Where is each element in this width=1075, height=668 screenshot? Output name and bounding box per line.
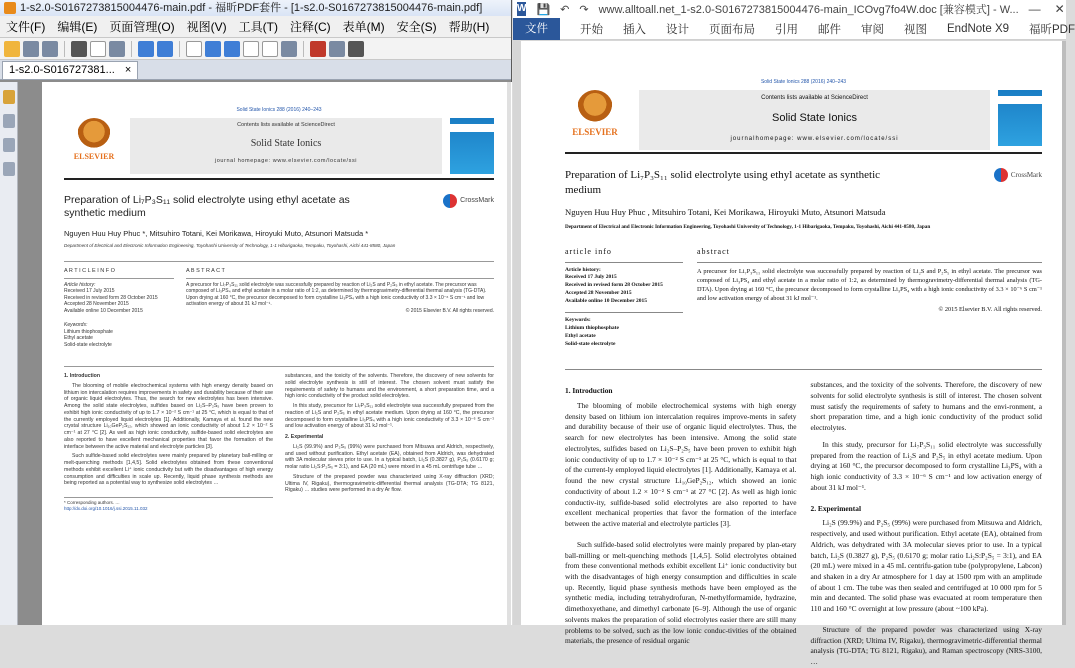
- word-journal-cover: [998, 90, 1042, 146]
- keyword-2: Solid-state electrolyte: [64, 341, 112, 348]
- intro-paragraph-2: Such sulfide-based solid electrolytes were mainly prepared by planetary ball-milling or melt-quenching methods [1,4,5]. Solid electrolytes obtained from these conventional methods exhibit excellent Li⁺ ionic conductivity but with the disadvantages of high energy consumption and difficulties in scale up. Recently, liquid phase synthesis methods are being reported as a potential way to synthesize solid electrolytes …: [64, 453, 273, 487]
- document-tab-label: 1-s2.0-S016727381...: [9, 64, 115, 76]
- authors: Nguyen Huu Huy Phuc *, Mitsuhiro Totani, Kei Morikawa, Hiroyuki Muto, Atsunori Matsuda *: [64, 228, 369, 238]
- foxit-tab-strip: [0, 60, 511, 80]
- search-icon[interactable]: [348, 41, 364, 57]
- tab-mailings[interactable]: 邮件: [818, 23, 841, 36]
- close-tab-icon[interactable]: ×: [124, 64, 132, 76]
- word-history-1: Received 17 July 2015: [565, 274, 617, 281]
- next-view-icon[interactable]: [224, 41, 240, 57]
- word-journal-name: Solid State Ionics: [772, 111, 857, 124]
- fit-width-icon[interactable]: [262, 41, 278, 57]
- word-journal-header: [565, 90, 1042, 154]
- word-elsevier-tree-icon: [577, 90, 613, 126]
- tab-view[interactable]: 视图: [904, 23, 927, 36]
- foxit-title-bar: [0, 0, 511, 16]
- history-1: Received 17 July 2015: [64, 288, 115, 295]
- journal-reference: Solid State Ionics 288 (2016) 240–243: [236, 107, 322, 113]
- word-keyword-1: Ethyl acetate: [565, 333, 596, 340]
- menu-pages[interactable]: 页面管理(O): [109, 20, 175, 34]
- experimental-heading: 2. Experimental: [285, 434, 324, 441]
- word-keyword-0: Lithium thiophosphate: [565, 325, 619, 332]
- crossmark-badge[interactable]: [443, 194, 494, 208]
- zoom-icon[interactable]: [281, 41, 297, 57]
- foxit-title: 1-s2.0-S0167273815004476-main.pdf - 福昕PDF套件 - [1-s2.0-S0167273815004476-main.pdf]: [20, 2, 483, 14]
- word-abstract-text: A precursor for Li₇P₃S₁₁ solid electrolyte was successfully prepared by reaction of Li₂S and P₂S₅ in ethyl acetate. The precursor was composed of Li₃PS₄ and ethyl acetate in a molar ratio of 1:2, as determined by thermogravimetry-differential thermal analysis (TG-DTA). Upon drying at 160 °C, the precursor decomposed to form crystalline Li₃PS₄ with a high ionic conductivity of 3.3 × 10⁻⁶ S cm⁻¹ and low activation energy of about 31 kJ mol⁻¹.: [697, 267, 1042, 302]
- word-ribbon-tabs: [513, 18, 1075, 40]
- close-window-icon[interactable]: ✕: [1054, 2, 1065, 16]
- previous-view-icon[interactable]: [205, 41, 221, 57]
- word-intro-paragraph-1: The blooming of mobile electrochemical systems with high energy density based on lithium ion intercalation requires improve-ments in safety and durability because of their use of organic liquid electrolytes. Thus, the search for new electrolytes has been intensive. Among the solid state electrolytes, sulfides based on Li₂S–P₂S₅ have been proven to exhibit high ionic conductivity of up to 1.7 × 10⁻² S cm⁻¹ at 25 °C, which is equal to that of the current-ly employed liquid electrolytes [1]. Additionally, Kamaya et al. found the new crystal structure Li₁₀GeP₂S₁₂, which showed an ionic conductivity of about 1.2 × 10⁻² S cm⁻¹ at 27 °C [2]. As well as high ionic conductiv-ity, sulfide-based solid electrolytes are also reported to have excellent mechanical properties that favor the formation of the interface between the active material and electrolyte particles [3].: [565, 400, 797, 529]
- keyword-0: Lithium thiophosphate: [64, 328, 113, 335]
- hand-tool-icon[interactable]: [71, 41, 87, 57]
- menu-view[interactable]: 视图(V): [186, 20, 227, 34]
- journal-homepage: journal homepage: www.elsevier.com/locate/ssi: [214, 157, 358, 164]
- history-0: Article history:: [64, 281, 96, 288]
- history-2: Received in revised form 28 October 2015: [64, 294, 158, 301]
- word-intro-paragraph-2: Such sulfide-based solid electrolytes were mainly prepared by plan-etary ball-milling or melt-quenching methods [1,4,5]. Solid electrolytes obtained from these conventional methods exhibit excellent Li⁺ ionic conductivity but with the disadvantages of high energy consumption and difficulties in scale up. Recently, liquid phase synthesis methods have been employed as the synthetic media, including tetrahydrofuran, N-methylformamide, hydrazine, dimethoxyethane, and dimethyl carbonate [6–9]. Although the use of organic solvents makes the preparation of solid electrolytes easier there are still many problems to be solved, such as the low ionic conduc-tivities of the obtained materials, the presence of residual organic: [565, 539, 797, 646]
- open-folder-icon[interactable]: [4, 41, 20, 57]
- page-icon[interactable]: [186, 41, 202, 57]
- document-tab[interactable]: [2, 61, 138, 79]
- pdf-page: [42, 82, 512, 625]
- word-experimental-paragraph-1: Li₂S (99.9%) and P₂S₅ (99%) were purchased from Mitsuwa and Aldrich, respectively, and used without purification. Ethyl acetate (EA), obtained from Aldrich, was dehydrated with 3A molecular sieves prior to use. In a typical batch, Li₂S (0.3827 g), P₂S₅ (0.6170 g; molar ratio Li₂S:P₂S₅ = 3:1), and EA (20 mL) were mixed in a 45 mL centrifu-gation tube (polypropylene, Labcon) and shaken in a dry Ar atmosphere for 1 day at 1500 rpm with an amplitude of about 1 cm. The tube was then sealed and centrifuged at 10 000 rpm for 5 min and decanted. The solid phase was evacuated at room temperature then 110 and 160 °C overnight at low pressure (about ~100 kPa).: [810, 518, 1042, 614]
- quick-undo-icon[interactable]: ↶: [560, 3, 570, 16]
- word-history-2: Received in revised form 28 October 2015: [565, 282, 663, 289]
- pages-panel-icon[interactable]: [3, 114, 15, 128]
- word-right-col-paragraph-1: substances, and the toxicity of the solvents. Therefore, the discovery of new solvents for solid electrolyte synthesis is still of interest. The chosen solvent must satisfy the requirements of safety to humans and the envi-ronment, a short preparation time, and a high ionic conductivity of the product solid electrolytes.: [810, 380, 1042, 433]
- tab-references[interactable]: 引用: [775, 23, 798, 36]
- print-icon[interactable]: [42, 41, 58, 57]
- word-keyword-2: Solid-state electrolyte: [565, 341, 616, 348]
- redo-icon[interactable]: [157, 41, 173, 57]
- menu-help[interactable]: 帮助(H): [448, 20, 490, 34]
- snapshot-icon[interactable]: [109, 41, 125, 57]
- word-journal-homepage: journalhomepage: www.elsevier.com/locate/ssi: [730, 135, 899, 142]
- highlight-icon[interactable]: [310, 41, 326, 57]
- word-copyright: © 2015 Elsevier B.V. All rights reserved.: [938, 306, 1042, 314]
- journal-header: [64, 118, 494, 180]
- foxit-sidebar: [0, 82, 18, 625]
- elsevier-logo: [64, 118, 124, 174]
- bookmarks-icon[interactable]: [3, 90, 15, 104]
- word-article-title: Preparation of Li₇P₃S₁₁ solid electrolyte using ethyl acetate as synthetic medium: [565, 169, 881, 197]
- word-publisher-name: ELSEVIER: [572, 127, 618, 138]
- publisher-name: ELSEVIER: [73, 151, 115, 161]
- tab-endnote[interactable]: EndNote X9: [947, 22, 1010, 35]
- word-affiliation: Department of Electrical and Electronic Information Engineering, Toyohashi University of Technology, 1-1 Hibarigaoka, Tempaku, Toyohashi, Aichi 441-8580, Japan: [565, 224, 931, 231]
- word-experimental-heading: 2. Experimental: [810, 503, 861, 513]
- elsevier-tree-icon: [77, 118, 111, 152]
- foxit-logo-icon: [4, 2, 16, 14]
- word-title: www.alltoall.net_1-s2.0-S0167273815004476-main_ICOvg7fo4W.doc [兼容模式] - W...: [598, 4, 1019, 16]
- word-keywords-label: Keywords:: [565, 317, 591, 324]
- intro-paragraph-1: The blooming of mobile electrochemical systems with high energy density based on lithium ion intercalation requires improvements in safety and durability because of their use of organic liquid electrolytes. Thus, the search for new electrolytes has been intensive. Among the solid state electrolytes, sulfides based on Li₂S–P₂S₅ have been proven to exhibit high ionic conductivity of up to 1.7 × 10⁻² S cm⁻¹ at 25 °C, which is equal to that of the currently employed liquid electrolytes [1]. Additionally, Kamaya et al. found the new crystal structure Li₁₀GeP₂S₁₂, which showed an ionic conductivity of about 1.2 × 10⁻² S cm⁻¹ at 27 °C [2]. As well as high ionic conductivity, sulfide-based solid electrolytes are also reported to have excellent mechanical properties that favor the formation of the interface between the active material and electrolyte particles [3].: [64, 382, 273, 450]
- contents-line: Contents lists available at ScienceDirect: [237, 121, 335, 128]
- menu-file[interactable]: 文件(F): [6, 20, 46, 34]
- tab-home[interactable]: 开始: [580, 23, 603, 36]
- journal-name: Solid State Ionics: [250, 137, 322, 149]
- copyright: © 2015 Elsevier B.V. All rights reserved.: [405, 307, 494, 314]
- word-crossmark-badge[interactable]: [994, 168, 1042, 182]
- right-col-paragraph-1: substances, and the toxicity of the solvents. Therefore, the discovery of new solvents for solid electrolyte synthesis is still of interest. The chosen solvent must satisfy the requirements of safety to humans and the environment, a short preparation time, and a high ionic conductivity of the product solid electrolytes.: [285, 373, 494, 400]
- word-page[interactable]: [521, 41, 1064, 667]
- journal-cover: [450, 118, 494, 174]
- word-crossmark-icon: [994, 168, 1008, 182]
- menu-security[interactable]: 安全(S): [396, 20, 437, 34]
- foxit-scrollbar[interactable]: [507, 82, 511, 625]
- word-experimental-paragraph-2: Structure of the prepared powder was characterized using X-ray diffraction (XRD; Ultima IV, Rigaku), thermogravimetric-differential thermal analysis (TG-DTA; TG 8121, Rigaku), and Raman spectroscopy (NRS-3100, …: [810, 624, 1042, 667]
- article-info-heading: A R T I C L E I N F O: [64, 268, 174, 279]
- quick-save-icon[interactable]: 💾: [536, 3, 551, 16]
- word-intro-heading: 1. Introduction: [565, 386, 613, 396]
- menu-tools[interactable]: 工具(T): [238, 20, 278, 34]
- word-article-info-heading: article info: [565, 246, 683, 263]
- foxit-toolbar: [0, 38, 511, 60]
- fit-page-icon[interactable]: [243, 41, 259, 57]
- undo-icon[interactable]: [138, 41, 154, 57]
- right-col-paragraph-2: In this study, precursor for Li₇P₃S₁₁ solid electrolyte was successfully prepared from the reaction of Li₂S and P₂S₅ in ethyl acetate medium. Upon drying at 160 °C, the precursor decomposed to form crystalline Li₃PS₄ with a high ionic conductivity of 3.3 × 10⁻⁶ S cm⁻¹ and low activation energy of about 31 kJ mol⁻¹.: [285, 403, 494, 430]
- word-history-4: Available online 10 December 2015: [565, 298, 647, 305]
- quick-redo-icon[interactable]: ↷: [579, 3, 589, 16]
- word-elsevier-logo: [565, 90, 625, 146]
- tab-insert[interactable]: 插入: [623, 23, 646, 36]
- word-app-icon: W: [517, 3, 527, 14]
- layers-icon[interactable]: [3, 138, 15, 152]
- abstract-text: A precursor for Li₇P₃S₁₁ solid electrolyte was successfully prepared by reaction of Li₂S and P₂S₅ in ethyl acetate. The precursor was composed of Li₃PS₄ and ethyl acetate in a molar ratio of 1:2, as determined by thermogravimetry-differential thermal analysis (TG-DTA). Upon drying at 160 °C, the precursor decomposed to form crystalline Li₃PS₄ with a high ionic conductivity of 3.3 × 10⁻⁶ S cm⁻¹ and low activation energy of about 31 kJ mol⁻¹.: [186, 281, 487, 308]
- word-abstract-heading: abstract: [697, 246, 1042, 263]
- menu-edit[interactable]: 编辑(E): [57, 20, 98, 34]
- tab-review[interactable]: 审阅: [861, 23, 884, 36]
- crossmark-icon: [443, 194, 457, 208]
- tab-layout[interactable]: 页面布局: [709, 23, 755, 36]
- word-document-area: [513, 41, 1066, 667]
- article-title: Preparation of Li₇P₃S₁₁ solid electrolyte using ethyl acetate as synthetic medium: [64, 193, 350, 220]
- select-text-icon[interactable]: [90, 41, 106, 57]
- intro-heading: 1. Introduction: [64, 373, 101, 380]
- word-right-col-paragraph-2: In this study, precursor for Li₇P₃S₁₁ solid electrolyte was successfully prepared from the reaction of Li₂S and P₂S₅ in ethyl acetate medium. Upon drying at 160 °C, the precursor decomposed to form crystalline Li₃PS₄ with a high ionic conductivity of 3.3 × 10⁻⁶ S cm⁻¹ and low activation energy of about 31 kJ mol⁻¹.: [810, 439, 1042, 492]
- crossmark-label: CrossMark: [460, 196, 494, 204]
- tab-file[interactable]: 文件: [513, 18, 560, 40]
- minimize-icon[interactable]: —: [1028, 2, 1041, 16]
- keywords-label: Keywords:: [64, 322, 88, 329]
- word-authors: Nguyen Huu Huy Phuc , Mitsuhiro Totani, Kei Morikawa, Hiroyuki Muto, Atsunori Matsuda: [565, 206, 886, 217]
- word-title-bar: [513, 0, 1066, 18]
- history-4: Available online 10 December 2015: [64, 307, 143, 314]
- word-crossmark-label: CrossMark: [1010, 171, 1042, 180]
- foxit-menu-bar: [0, 16, 511, 38]
- foxit-window: [0, 0, 512, 625]
- keyword-1: Ethyl acetate: [64, 335, 93, 342]
- tab-design[interactable]: 设计: [666, 23, 689, 36]
- word-window: [513, 0, 1075, 667]
- abstract-heading: A B S T R A C T: [186, 268, 494, 279]
- word-scrollbar[interactable]: [1062, 41, 1066, 625]
- word-history-3: Accepted 28 November 2015: [565, 290, 632, 297]
- footnote: * Corresponding authors. …: [64, 497, 273, 506]
- word-history-0: Article history:: [565, 266, 601, 273]
- affiliation: Department of Electrical and Electronic Information Engineering, Toyohashi University of Technology, 1-1 Hibarigaoka, Tempaku, Toyohashi, Aichi 441-8580, Japan: [64, 242, 396, 248]
- comment-icon[interactable]: [329, 41, 345, 57]
- experimental-paragraph-2: Structure of the prepared powder was characterized using X-ray diffraction (XRD; Ultima IV, Rigaku), thermogravimetric-differential thermal analysis (TG-DTA; TG 8121, Rigaku) … studies were performed in a dry Ar flow.: [285, 473, 494, 494]
- history-3: Accepted 28 November 2015: [64, 301, 129, 308]
- word-journal-reference: Solid State Ionics 288 (2016) 240–243: [760, 79, 847, 85]
- save-icon[interactable]: [23, 41, 39, 57]
- word-contents-line: Contents lists available at ScienceDirect: [761, 95, 868, 102]
- attachments-icon[interactable]: [3, 162, 15, 176]
- doi-link[interactable]: http://dx.doi.org/10.1016/j.ssi.2015.11.032: [64, 505, 148, 511]
- tab-foxit-pdf[interactable]: 福昕PDF: [1029, 23, 1075, 36]
- menu-comments[interactable]: 注释(C): [289, 20, 331, 34]
- menu-forms[interactable]: 表单(M): [342, 20, 385, 34]
- experimental-paragraph-1: Li₂S (99.9%) and P₂S₅ (99%) were purchased from Mitsuwa and Aldrich, respectively, and used without purification. Ethyl acetate (EA), obtained from Aldrich, was dehydrated with 3A molecular sieves prior to use. In a typical batch, Li₂S (0.3827 g), P₂S₅ (0.6170 g; molar ratio Li₂S:P₂S₅ = 3:1), and EA (20 mL) were mixed in a 45 mL centrifuge tube …: [285, 443, 494, 471]
